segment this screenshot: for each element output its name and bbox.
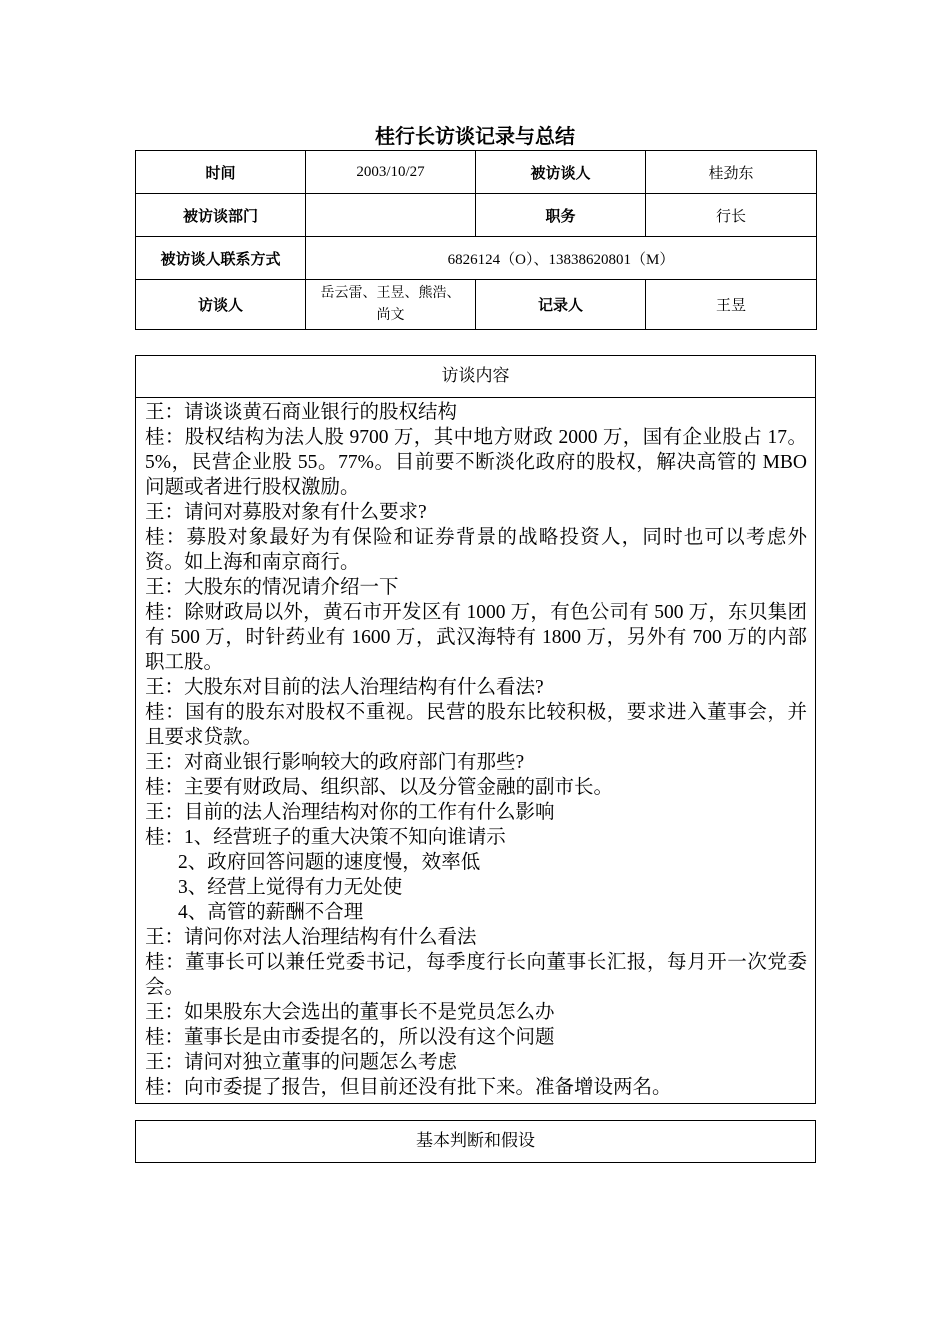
time-label: 时间 bbox=[136, 151, 306, 194]
content-line: 桂：募股对象最好为有保险和证券背景的战略投资人，同时也可以考虑外资。如上海和南京商行。 bbox=[145, 527, 807, 573]
content-line: 王：对商业银行影响较大的政府部门有那些? bbox=[145, 752, 525, 773]
document-title: 桂行长访谈记录与总结 bbox=[375, 124, 575, 148]
interviewer-value bbox=[306, 280, 476, 330]
info-row-time bbox=[136, 151, 817, 194]
time-value: 2003/10/27 bbox=[306, 151, 476, 194]
content-line: 王：大股东对目前的法人治理结构有什么看法? bbox=[145, 677, 544, 698]
content-line: 桂：向市委提了报告，但目前还没有批下来。准备增设两名。 bbox=[145, 1077, 672, 1098]
interviewer-value-line2: 尚文 bbox=[376, 307, 405, 323]
content-line: 桂：董事长是由市委提名的，所以没有这个问题 bbox=[145, 1027, 555, 1048]
content-line: 桂：股权结构为法人股 9700 万，其中地方财政 2000 万，国有企业股占 17。5%，民营企业股 55。77%。目前要不断淡化政府的股权，解决高管的 MBO 问题或者进行股权激励。 bbox=[145, 427, 807, 498]
position-label: 职务 bbox=[476, 194, 646, 237]
content-line: 王：请问对募股对象有什么要求? bbox=[145, 502, 427, 523]
judgement-heading: 基本判断和假设 bbox=[416, 1131, 535, 1151]
dept-value bbox=[306, 194, 476, 237]
content-line: 王：大股东的情况请介绍一下 bbox=[145, 577, 399, 598]
interviewer-value-line1: 岳云雷、王昱、熊浩、 bbox=[320, 285, 461, 301]
interviewee-label: 被访谈人 bbox=[476, 151, 646, 194]
content-line-indented: 4、高管的薪酬不合理 bbox=[178, 902, 364, 923]
dept-label: 被访谈部门 bbox=[136, 194, 306, 237]
interview-info-table bbox=[135, 150, 817, 330]
contact-value: 6826124（O）、13838620801（M） bbox=[306, 237, 817, 280]
info-row-interviewer bbox=[136, 280, 817, 330]
content-line: 王：请谈谈黄石商业银行的股权结构 bbox=[145, 402, 458, 423]
interviewer-label: 访谈人 bbox=[136, 280, 306, 330]
content-line: 王：请问你对法人治理结构有什么看法 bbox=[145, 927, 477, 948]
position-value: 行长 bbox=[646, 194, 817, 237]
content-line: 桂：1、经营班子的重大决策不知向谁请示 bbox=[145, 827, 506, 848]
recorder-value: 王昱 bbox=[646, 280, 817, 330]
recorder-label: 记录人 bbox=[476, 280, 646, 330]
content-line: 桂：董事长可以兼任党委书记，每季度行长向董事长汇报，每月开一次党委会。 bbox=[145, 952, 807, 998]
content-line: 桂：主要有财政局、组织部、以及分管金融的副市长。 bbox=[145, 777, 614, 798]
content-line: 王：如果股东大会选出的董事长不是党员怎么办 bbox=[145, 1002, 555, 1023]
interview-content-body bbox=[136, 397, 815, 1103]
content-line: 桂：国有的股东对股权不重视。民营的股东比较积极，要求进入董事会，并且要求贷款。 bbox=[145, 702, 807, 748]
content-line: 王：请问对独立董事的问题怎么考虑 bbox=[145, 1052, 458, 1073]
interview-content-heading: 访谈内容 bbox=[441, 366, 510, 386]
content-line: 桂：除财政局以外，黄石市开发区有 1000 万，有色公司有 500 万，东贝集团有 500 万，时针药业有 1600 万，武汉海特有 1800 万，另外有 700 万的内部职工股。 bbox=[145, 602, 807, 673]
content-line-indented: 3、经营上觉得有力无处使 bbox=[178, 877, 403, 898]
judgement-section bbox=[135, 1120, 816, 1163]
content-line: 王：目前的法人治理结构对你的工作有什么影响 bbox=[145, 802, 555, 823]
interviewee-value: 桂劲东 bbox=[646, 151, 817, 194]
info-row-contact bbox=[136, 237, 817, 280]
info-row-dept bbox=[136, 194, 817, 237]
contact-label: 被访谈人联系方式 bbox=[136, 237, 306, 280]
content-line-indented: 2、政府回答问题的速度慢，效率低 bbox=[178, 852, 481, 873]
interview-content-section bbox=[135, 355, 816, 1104]
